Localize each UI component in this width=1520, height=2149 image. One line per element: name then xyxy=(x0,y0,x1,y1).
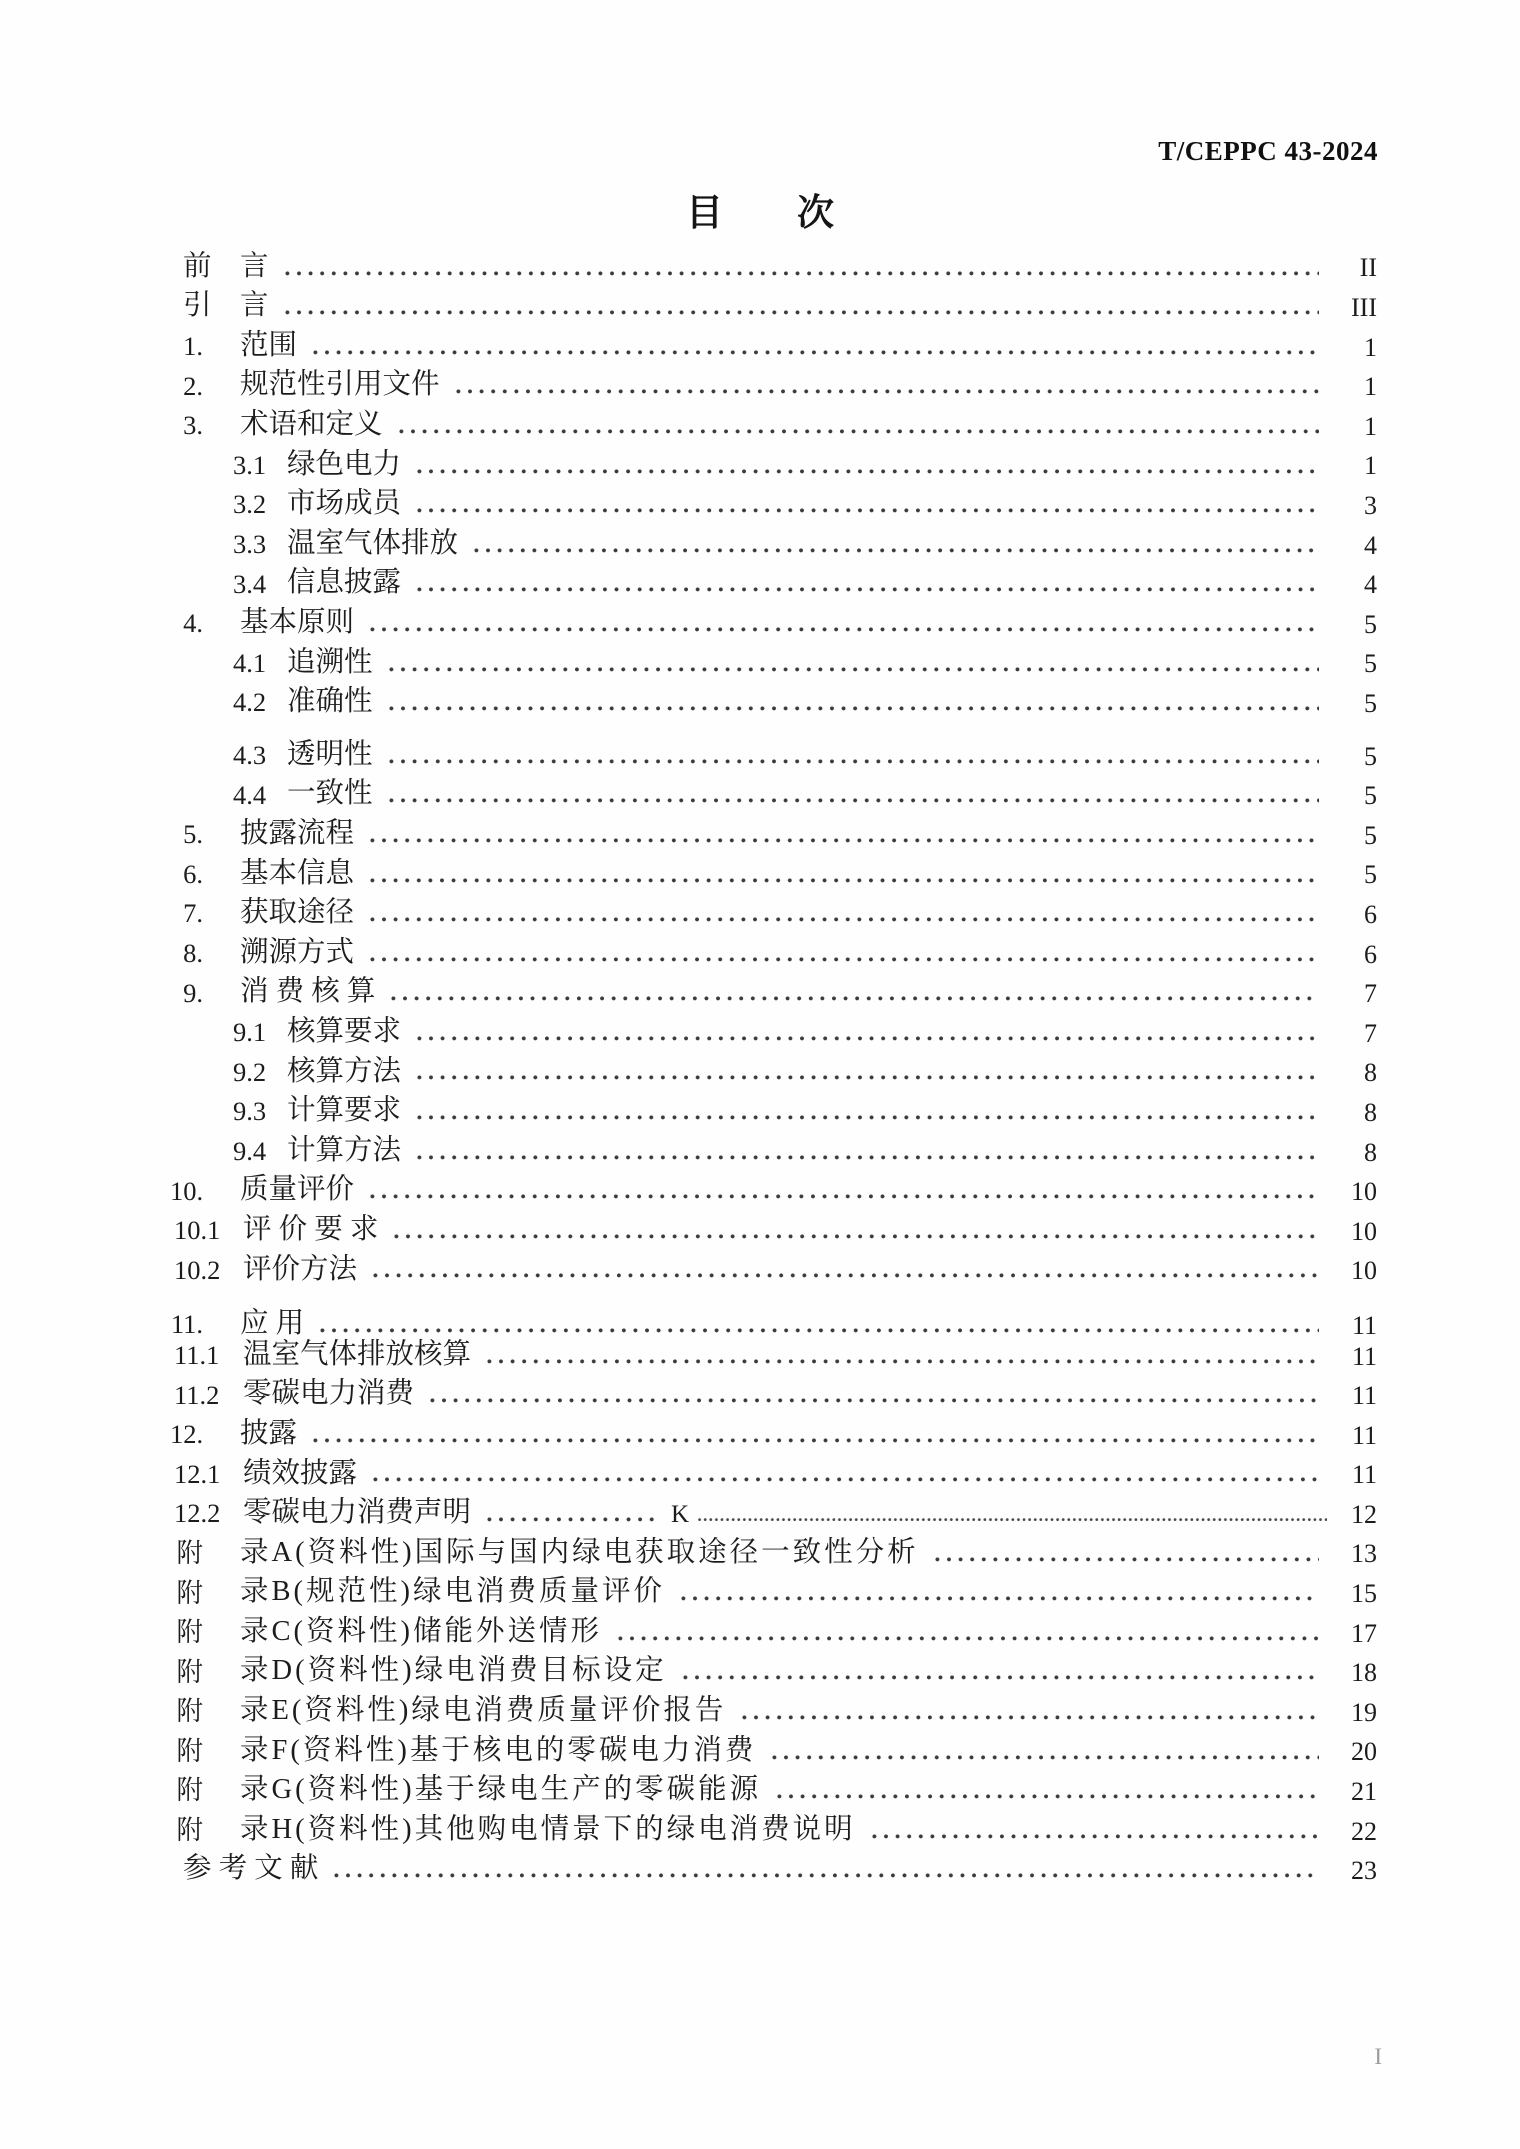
entry-page: 8 xyxy=(1364,1097,1377,1127)
toc-entry xyxy=(170,1450,1377,1490)
entry-title: 录E(资料性)绿电消费质量评价报告 xyxy=(240,1695,727,1727)
dot-leader xyxy=(417,1075,1319,1080)
entry-number: 7. xyxy=(183,898,203,929)
entry-title: 评价方法 xyxy=(243,1253,358,1285)
toc-entry xyxy=(170,441,1377,481)
toc-entry xyxy=(170,731,1377,771)
entry-number: 2. xyxy=(183,370,203,401)
entry-title: 温室气体排放 xyxy=(287,527,459,559)
entry-page: 1 xyxy=(1364,372,1377,402)
entry-number: 10.2 xyxy=(174,1254,221,1285)
dot-leader xyxy=(681,1596,1319,1601)
entry-page: 6 xyxy=(1364,939,1377,969)
toc-entry xyxy=(170,679,1377,719)
entry-number: 4.3 xyxy=(233,740,267,771)
entry-number: 4. xyxy=(183,608,203,639)
toc-list xyxy=(170,243,1377,1885)
entry-number: 3.2 xyxy=(233,489,267,520)
entry-page: 5 xyxy=(1364,781,1377,811)
entry-page: 5 xyxy=(1364,741,1377,771)
entry-title: 温室气体排放核算 xyxy=(243,1338,472,1370)
entry-number: 11. xyxy=(170,1309,203,1340)
dot-leader xyxy=(772,1755,1319,1760)
toc-entry xyxy=(170,1489,1377,1529)
page-title: 目 次 xyxy=(686,193,834,234)
entry-page: 11 xyxy=(1351,1420,1377,1450)
dot-leader xyxy=(487,1517,659,1522)
dot-leader xyxy=(456,389,1319,394)
entry-title: 术语和定义 xyxy=(240,409,383,441)
entry-page: 5 xyxy=(1364,649,1377,679)
entry-title: 追溯性 xyxy=(287,646,373,678)
dot-leader xyxy=(370,838,1319,843)
entry-page: 10 xyxy=(1351,1216,1377,1246)
entry-title: 评 价 要 求 xyxy=(243,1213,379,1245)
entry-page: 15 xyxy=(1351,1579,1377,1609)
entry-number: 4.2 xyxy=(233,687,267,718)
toc-entry xyxy=(170,1331,1377,1371)
entry-title: 消 费 核 算 xyxy=(240,976,376,1008)
toc-entry xyxy=(170,929,1377,969)
entry-title: 透明性 xyxy=(287,738,373,770)
entry-number: 附 xyxy=(176,1537,203,1568)
entry-number: 3.3 xyxy=(233,529,267,560)
entry-title: 获取途径 xyxy=(240,897,355,929)
entry-number: 9.2 xyxy=(233,1056,267,1087)
toc-entry xyxy=(170,850,1377,890)
toc-entry xyxy=(170,1206,1377,1246)
toc-entry xyxy=(170,1127,1377,1167)
entry-page: 1 xyxy=(1364,332,1377,362)
entry-number: 6. xyxy=(183,858,203,889)
toc-entry xyxy=(170,560,1377,600)
entry-number: 附 xyxy=(176,1735,203,1766)
entry-number: 4.1 xyxy=(233,647,267,678)
entry-page: 22 xyxy=(1351,1816,1377,1846)
entry-title: 范围 xyxy=(240,329,298,361)
toc-entry xyxy=(170,1806,1377,1846)
toc-entry xyxy=(170,520,1377,560)
toc-entry xyxy=(170,1767,1377,1807)
dot-leader xyxy=(285,310,1319,315)
entry-page: 5 xyxy=(1364,820,1377,850)
entry-number: 9.1 xyxy=(233,1017,267,1048)
doc-code: T/CEPPC 43-2024 xyxy=(1158,136,1378,166)
toc-entry xyxy=(170,401,1377,441)
entry-title: 准确性 xyxy=(287,686,373,718)
dot-leader xyxy=(487,1359,1319,1364)
entry-title: 引 言 xyxy=(183,290,269,322)
entry-number: 11.2 xyxy=(174,1379,220,1410)
entry-page: 19 xyxy=(1351,1697,1377,1727)
entry-number: 附 xyxy=(176,1617,203,1648)
entry-page: 6 xyxy=(1364,899,1377,929)
entry-title: 一致性 xyxy=(287,778,373,810)
entry-number: 附 xyxy=(176,1815,203,1846)
entry-number: 12.1 xyxy=(174,1458,221,1489)
entry-number: 12.2 xyxy=(174,1498,221,1529)
dot-leader xyxy=(370,1194,1319,1199)
entry-title: 录F(资料性)基于核电的零碳电力消费 xyxy=(240,1734,757,1766)
entry-page: 1 xyxy=(1364,451,1377,481)
toc-entry xyxy=(170,1727,1377,1767)
dot-leader xyxy=(391,996,1319,1001)
entry-title: 录G(资料性)基于绿电生产的零碳能源 xyxy=(240,1774,762,1806)
entry-number: 4.4 xyxy=(233,779,267,810)
dot-leader xyxy=(389,759,1319,764)
entry-number: 3.1 xyxy=(233,449,267,480)
entry-page: 4 xyxy=(1364,530,1377,560)
toc-entry xyxy=(170,1371,1377,1411)
entry-page: 4 xyxy=(1364,570,1377,600)
entry-page: 23 xyxy=(1351,1856,1377,1886)
entry-title: 绿色电力 xyxy=(287,448,402,480)
entry-title: 基本信息 xyxy=(240,857,355,889)
toc-entry xyxy=(170,283,1377,323)
toc-entry xyxy=(170,969,1377,1009)
entry-page: 11 xyxy=(1351,1341,1377,1371)
toc-entry xyxy=(170,1846,1377,1886)
dot-leader xyxy=(370,917,1319,922)
dot-leader xyxy=(777,1794,1319,1799)
toc-entry xyxy=(170,810,1377,850)
entry-title: 规范性引用文件 xyxy=(240,369,440,401)
dot-leader xyxy=(742,1715,1319,1720)
dot-leader xyxy=(417,469,1319,474)
toc-entry xyxy=(170,771,1377,811)
dot-leader xyxy=(389,706,1319,711)
toc-entry xyxy=(170,890,1377,930)
dot-leader xyxy=(872,1834,1319,1839)
entry-number: 附 xyxy=(176,1577,203,1608)
entry-title: 录D(资料性)绿电消费目标设定 xyxy=(240,1655,667,1687)
entry-number: 8. xyxy=(183,938,203,969)
entry-title: 披露 xyxy=(240,1417,298,1449)
entry-page: 5 xyxy=(1364,609,1377,639)
toc-entry xyxy=(170,1167,1377,1207)
entry-page: 11 xyxy=(1351,1381,1377,1411)
toc-entry xyxy=(170,639,1377,679)
footer-page-number: I xyxy=(1374,2044,1382,2069)
entry-number: 附 xyxy=(176,1696,203,1727)
dot-leader xyxy=(373,1273,1319,1278)
dot-leader xyxy=(373,1477,1319,1482)
entry-page: 11 xyxy=(1351,1460,1377,1490)
entry-page: 17 xyxy=(1351,1618,1377,1648)
entry-title: 质量评价 xyxy=(240,1174,355,1206)
entry-number: 附 xyxy=(176,1656,203,1687)
entry-page: 20 xyxy=(1351,1737,1377,1767)
entry-title: 绩效披露 xyxy=(243,1457,358,1489)
entry-page: 18 xyxy=(1351,1658,1377,1688)
toc-entry xyxy=(170,1648,1377,1688)
entry-page: 8 xyxy=(1364,1058,1377,1088)
dot-leader xyxy=(313,350,1319,355)
entry-title: 核算要求 xyxy=(287,1015,402,1047)
toc-entry xyxy=(170,1246,1377,1286)
dot-leader xyxy=(334,1873,1319,1878)
entry-page: II xyxy=(1359,253,1377,283)
dot-leader xyxy=(417,1155,1319,1160)
entry-page: 7 xyxy=(1364,979,1377,1009)
toc-entry xyxy=(170,1687,1377,1727)
entry-title: 录A(资料性)国际与国内绿电获取途径一致性分析 xyxy=(240,1536,919,1568)
dot-leader xyxy=(285,271,1319,276)
entry-title: 核算方法 xyxy=(287,1055,402,1087)
entry-title: 零碳电力消费声明 xyxy=(243,1497,472,1529)
dot-leader xyxy=(417,587,1319,592)
toc-entry xyxy=(170,362,1377,402)
dot-leader xyxy=(389,798,1319,803)
entry-number: 9. xyxy=(183,977,203,1008)
entry-title: 计算要求 xyxy=(287,1095,402,1127)
toc-entry xyxy=(170,1008,1377,1048)
entry-number: 12. xyxy=(170,1419,204,1450)
toc-entry xyxy=(170,1529,1377,1569)
dot-leader xyxy=(399,429,1319,434)
dot-leader xyxy=(394,1234,1319,1239)
toc-entry xyxy=(170,1608,1377,1648)
entry-page: 21 xyxy=(1351,1777,1377,1807)
toc-entry xyxy=(170,1048,1377,1088)
entry-title: 市场成员 xyxy=(287,488,402,520)
dot-leader xyxy=(618,1636,1319,1641)
dot-leader xyxy=(417,1036,1319,1041)
entry-title: 基本原则 xyxy=(240,607,355,639)
toc-entry xyxy=(170,1569,1377,1609)
toc-entry xyxy=(170,1087,1377,1127)
dot-leader xyxy=(370,957,1319,962)
toc-entry xyxy=(170,243,1377,283)
dot-leader-fine xyxy=(698,1518,1327,1522)
entry-page: III xyxy=(1351,293,1377,323)
toc-entry xyxy=(170,1410,1377,1450)
entry-page: 10 xyxy=(1351,1256,1377,1286)
entry-page: 10 xyxy=(1351,1177,1377,1207)
dot-leader xyxy=(474,548,1319,553)
entry-title: 溯源方式 xyxy=(240,936,355,968)
entry-number: 3.4 xyxy=(233,568,267,599)
dot-leader xyxy=(935,1557,1319,1562)
entry-page: 5 xyxy=(1364,860,1377,890)
entry-title: 录B(规范性)绿电消费质量评价 xyxy=(240,1576,665,1608)
entry-title: 零碳电力消费 xyxy=(243,1378,415,1410)
entry-page: 3 xyxy=(1364,491,1377,521)
toc-entry xyxy=(170,322,1377,362)
entry-title: 前 言 xyxy=(183,250,269,282)
entry-number: 11.1 xyxy=(174,1339,220,1370)
dot-leader xyxy=(430,1398,1319,1403)
dot-leader xyxy=(389,667,1319,672)
entry-page: 11 xyxy=(1351,1310,1377,1340)
entry-title: 信息披露 xyxy=(287,567,402,599)
entry-title: 应 用 xyxy=(240,1308,305,1340)
dot-leader xyxy=(417,508,1319,513)
entry-number: 9.3 xyxy=(233,1096,267,1127)
entry-title: 披露流程 xyxy=(240,818,355,849)
entry-page: 1 xyxy=(1364,411,1377,441)
dot-leader xyxy=(417,1115,1319,1120)
toc-entry xyxy=(170,599,1377,639)
entry-page: 8 xyxy=(1364,1137,1377,1167)
entry-number: 1. xyxy=(183,331,203,362)
dot-leader xyxy=(320,1328,1319,1333)
entry-page: 13 xyxy=(1351,1539,1377,1569)
entry-title: 计算方法 xyxy=(287,1134,402,1166)
dot-leader xyxy=(370,878,1319,883)
entry-number: 5. xyxy=(183,819,203,850)
entry-title: 录C(资料性)储能外送情形 xyxy=(240,1615,602,1647)
toc-entry xyxy=(170,481,1377,521)
entry-number: 10.1 xyxy=(174,1215,221,1246)
dot-leader xyxy=(683,1675,1319,1680)
entry-page: 7 xyxy=(1364,1018,1377,1048)
entry-title: 录H(资料性)其他购电情景下的绿电消费说明 xyxy=(240,1813,856,1845)
entry-number: 10. xyxy=(170,1175,204,1206)
entry-number: 3. xyxy=(183,410,203,441)
entry-number: 附 xyxy=(176,1775,203,1806)
entry-number: 9.4 xyxy=(233,1135,267,1166)
entry-page: 12 xyxy=(1351,1499,1377,1529)
dot-leader xyxy=(313,1438,1319,1443)
entry-page: 5 xyxy=(1364,689,1377,719)
dot-leader xyxy=(370,627,1319,632)
entry-title: 参 考 文 献 xyxy=(183,1853,319,1885)
leader-mid-text: K xyxy=(671,1501,690,1528)
